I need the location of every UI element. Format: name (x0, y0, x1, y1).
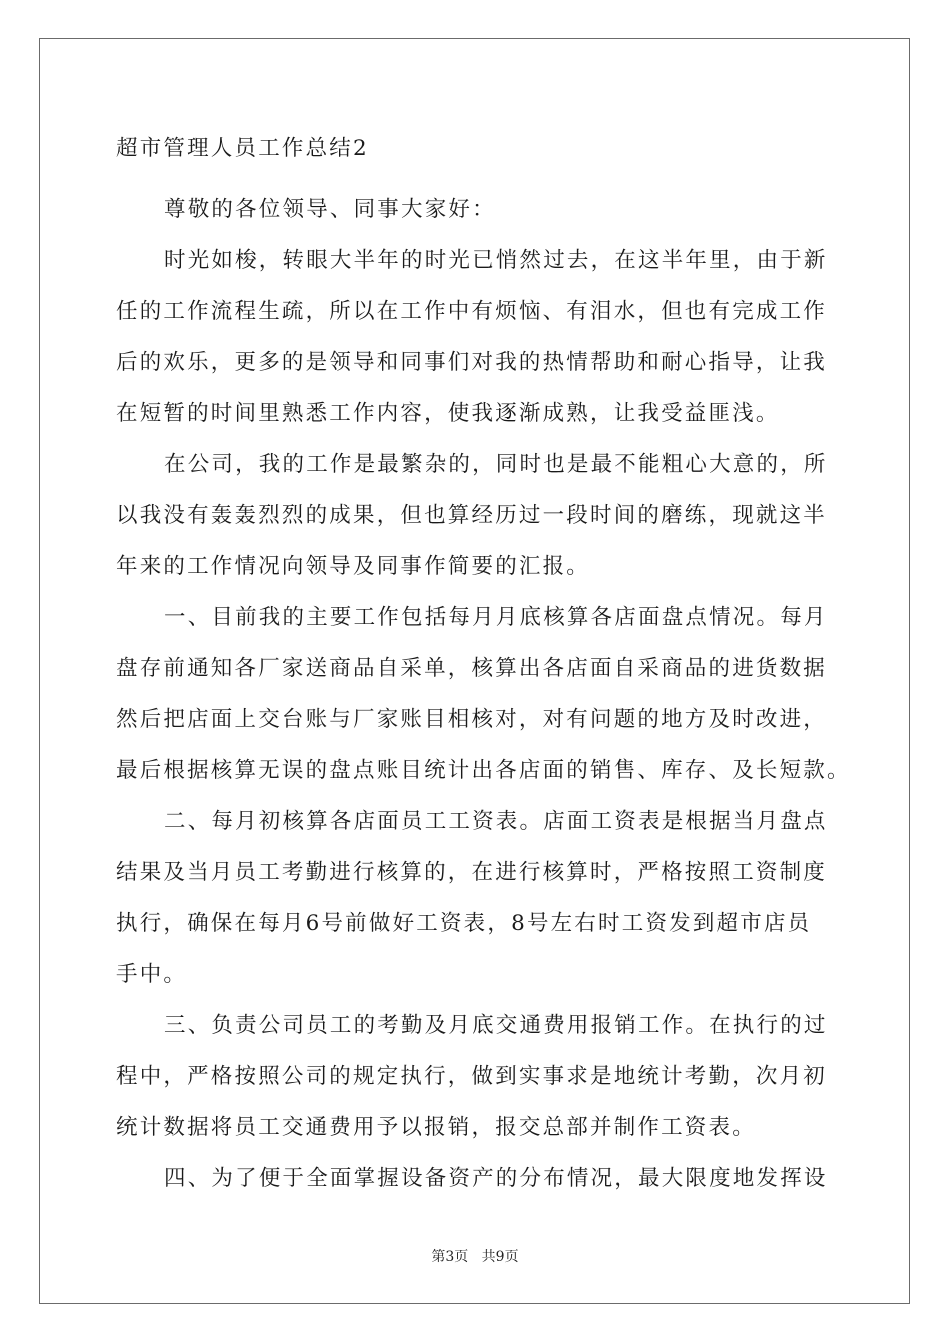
paragraph-item-two (116, 796, 852, 1000)
page-total: 共9页 (481, 1249, 519, 1265)
paragraph-line: 一、目前我的主要工作包括每月月底核算各店面盘点情况。每月 (164, 605, 828, 630)
paragraph-line: 年来的工作情况向领导及同事作简要的汇报。 (116, 554, 591, 579)
paragraph-line: 然后把店面上交台账与厂家账目相核对，对有问题的地方及时改进， (116, 707, 828, 732)
paragraph-line: 执行，确保在每月6号前做好工资表，8号左右时工资发到超市店员 (116, 911, 812, 936)
paragraph-line: 尊敬的各位领导、同事大家好： (164, 197, 496, 222)
paragraph-line: 在公司，我的工作是最繁杂的，同时也是最不能粗心大意的，所 (164, 452, 828, 477)
paragraph-company (116, 439, 852, 592)
paragraph-item-four (116, 1153, 852, 1204)
paragraph-line: 后的欢乐，更多的是领导和同事们对我的热情帮助和耐心指导，让我 (116, 350, 828, 375)
paragraph-line: 盘存前通知各厂家送商品自采单，核算出各店面自采商品的进货数据 (116, 656, 828, 681)
paragraph-line: 以我没有轰轰烈烈的成果，但也算经历过一段时间的磨练，现就这半 (116, 503, 828, 528)
paragraph-item-one (116, 592, 852, 796)
paragraph-line: 二、每月初核算各店面员工工资表。店面工资表是根据当月盘点 (164, 809, 828, 834)
paragraph-line: 最后根据核算无误的盘点账目统计出各店面的销售、库存、及长短款。 (116, 758, 851, 783)
paragraph-line: 三、负责公司员工的考勤及月底交通费用报销工作。在执行的过 (164, 1013, 828, 1038)
page-number: 第3页 (431, 1249, 469, 1265)
paragraph-line: 任的工作流程生疏，所以在工作中有烦恼、有泪水，但也有完成工作 (116, 299, 828, 324)
paragraph-line: 时光如梭，转眼大半年的时光已悄然过去，在这半年里，由于新 (164, 248, 828, 273)
page-footer (0, 1246, 950, 1266)
paragraph-item-three (116, 1000, 852, 1153)
paragraph-greeting (116, 184, 852, 235)
paragraph-line: 统计数据将员工交通费用予以报销，报交总部并制作工资表。 (116, 1115, 756, 1140)
paragraph-line: 结果及当月员工考勤进行核算的，在进行核算时，严格按照工资制度 (116, 860, 828, 885)
paragraph-line: 四、为了便于全面掌握设备资产的分布情况，最大限度地发挥设 (164, 1166, 828, 1191)
document-body (116, 129, 852, 1204)
document-title: 超市管理人员工作总结2 (116, 136, 369, 161)
paragraph-intro (116, 235, 852, 439)
paragraph-line: 程中，严格按照公司的规定执行，做到实事求是地统计考勤，次月初 (116, 1064, 828, 1089)
paragraph-line: 手中。 (116, 962, 188, 987)
paragraph-line: 在短暂的时间里熟悉工作内容，使我逐渐成熟，让我受益匪浅。 (116, 401, 780, 426)
